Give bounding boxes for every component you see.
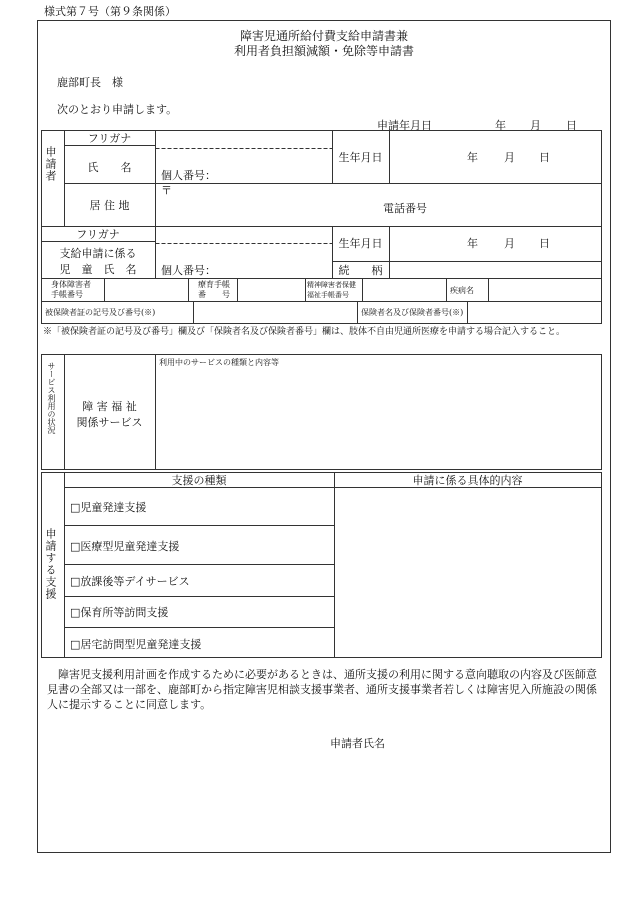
- child-name-label-line1: 支給申請に係る: [59, 247, 137, 260]
- service-category-line1: 障 害 福 祉: [82, 400, 137, 413]
- applicant-personal-no-label: 個人番号：: [161, 169, 216, 182]
- phone-label: 電話番号: [383, 202, 427, 215]
- signature-label: 申請者氏名: [330, 737, 385, 750]
- form-title-line1: 障害児通所給付費支給申請書兼: [239, 29, 408, 43]
- applicant-birth-year-unit: 年: [467, 151, 478, 164]
- insurance-note: ※「被保険者証の記号及び番号」欄及び「保険者名及び保険者番号」欄は、肢体不自由児通所医療を申請する場合記入すること。: [43, 327, 566, 337]
- intro-text: 次のとおり申請します。: [57, 103, 178, 116]
- relation-label: 続 柄: [338, 264, 383, 277]
- mental-cert-label-line2: 福祉手帳番号: [307, 291, 349, 299]
- child-name-label-line2: 児 童 氏 名: [59, 263, 137, 276]
- physical-cert-label-line1: 身体障害者: [51, 280, 91, 289]
- date-year-unit: 年: [495, 119, 506, 132]
- insurer-label: 保険者名及び保険者番号(※): [361, 308, 464, 317]
- service-status-label: サービス利用の状況: [47, 362, 56, 434]
- physical-cert-label-line2: 手帳番号: [51, 290, 83, 299]
- date-day-unit: 日: [566, 119, 577, 132]
- child-personal-no-label: 個人番号：: [161, 264, 216, 277]
- addressee: 鹿部町長 様: [57, 76, 123, 89]
- date-month-unit: 月: [530, 119, 541, 132]
- applicant-birthdate-label: 生年月日: [338, 151, 383, 164]
- rehab-cert-label-line2: 番 号: [198, 290, 230, 299]
- disease-label: 疾病名: [450, 286, 474, 295]
- child-furigana-label: フリガナ: [76, 228, 120, 241]
- form-title-line2: 利用者負担額減額・免除等申請書: [233, 44, 414, 58]
- service-category-line2: 関係サービス: [76, 416, 143, 429]
- support-type-header: 支援の種類: [171, 474, 227, 487]
- support-detail-header: 申請に係る具体的内容: [412, 474, 523, 487]
- service-content-label: 利用中のサービスの種類と内容等: [159, 358, 279, 367]
- applicant-name-label: 氏 名: [87, 161, 132, 174]
- support-item: □児童発達支援: [70, 501, 147, 514]
- postal-mark: 〒: [161, 184, 172, 197]
- form-number: 様式第７号（第９条関係）: [44, 5, 176, 18]
- support-item: □居宅訪問型児童発達支援: [70, 638, 202, 651]
- applicant-furigana-label: フリガナ: [87, 132, 132, 145]
- support-item: □放課後等デイサービス: [70, 575, 190, 588]
- consent-text: 障害児支援利用計画を作成するために必要があるときは、通所支援の利用に関する意向聴取の内容及び医師意見書の全部又は一部を、鹿部町から指定障害児相談支援事業者、通所支援事業者若しくは障害児入所施設の関係人に提示することに同意します。: [47, 668, 597, 711]
- applicant-section-label: 申請者: [44, 146, 57, 182]
- child-birthdate-label: 生年月日: [338, 237, 383, 250]
- support-item: □保育所等訪問支援: [70, 606, 169, 619]
- child-birth-day-unit: 日: [539, 237, 550, 250]
- applicant-birth-month-unit: 月: [504, 151, 515, 164]
- applicant-address-label: 居 住 地: [89, 199, 130, 212]
- child-birth-month-unit: 月: [504, 237, 515, 250]
- mental-cert-label-line1: 精神障害者保健: [307, 281, 356, 289]
- date-label: 申請年月日: [377, 119, 432, 132]
- child-birth-year-unit: 年: [467, 237, 478, 250]
- rehab-cert-label-line1: 療育手帳: [198, 280, 230, 289]
- support-section-label: 申請する支援: [44, 528, 57, 600]
- insured-no-label: 被保険者証の記号及び番号(※): [45, 308, 156, 317]
- support-item: □医療型児童発達支援: [70, 540, 180, 553]
- applicant-birth-day-unit: 日: [539, 151, 550, 164]
